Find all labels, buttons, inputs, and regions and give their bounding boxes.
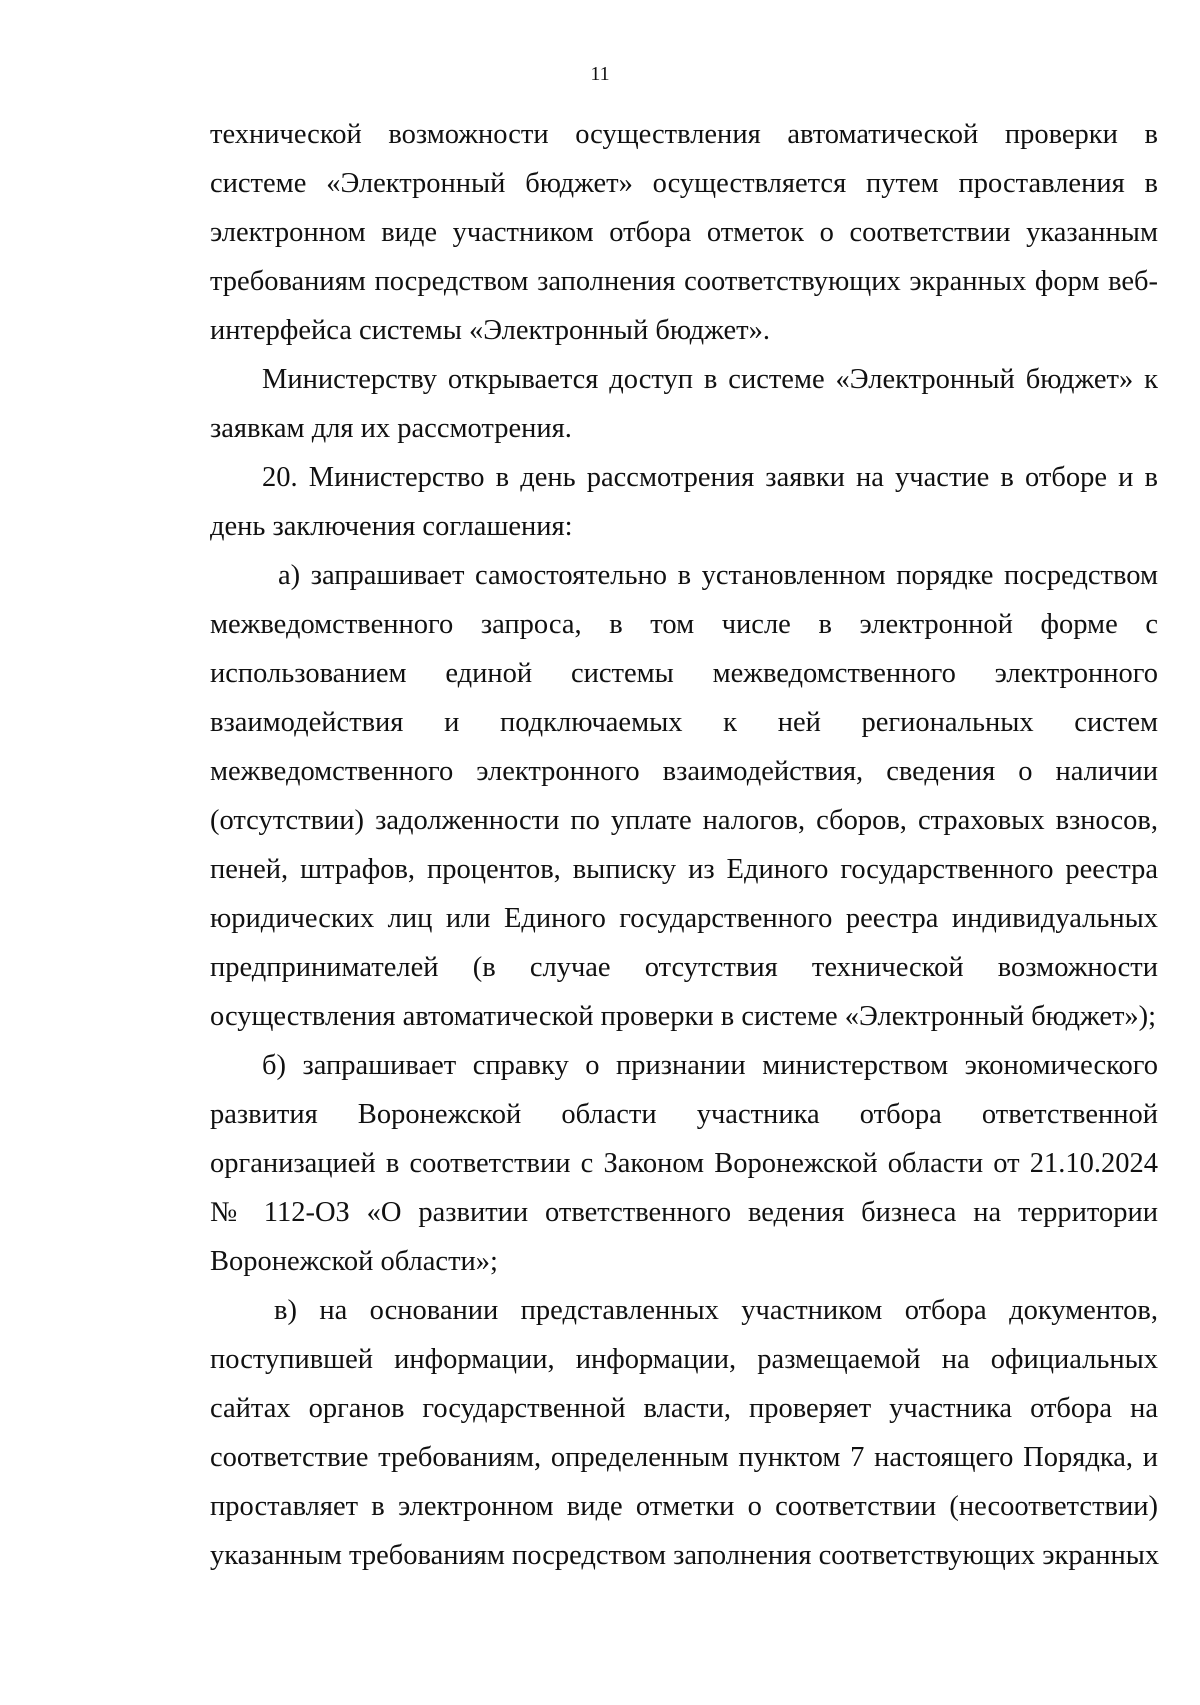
- text-line: требованиям посредством заполнения соответствующих экранных форм веб-: [210, 266, 1158, 297]
- text-line: осуществления автоматической проверки в системе «Электронный бюджет»);: [210, 1001, 1157, 1032]
- text-line: поступившей информации, информации, размещаемой на официальных: [210, 1344, 1158, 1375]
- text-line: проставляет в электронном виде отметки о соответствии (несоответствии): [210, 1491, 1158, 1522]
- paragraph-2: [210, 355, 1158, 453]
- text-line: 20. Министерство в день рассмотрения заявки на участие в отборе и в: [262, 462, 1158, 493]
- text-line: Министерству открывается доступ в системе «Электронный бюджет» к: [262, 364, 1158, 395]
- text-line: электронном виде участником отбора отметок о соответствии указанным: [210, 217, 1158, 248]
- text-line: (отсутствии) задолженности по уплате налогов, сборов, страховых взносов,: [210, 805, 1158, 836]
- paragraph-subitem-b: [210, 1041, 1158, 1286]
- paragraph-1: [210, 110, 1158, 355]
- paragraph-subitem-v: [210, 1286, 1158, 1580]
- text-line: сайтах органов государственной власти, проверяет участника отбора на: [210, 1393, 1158, 1424]
- text-line: заявкам для их рассмотрения.: [210, 413, 572, 444]
- text-line: пеней, штрафов, процентов, выписку из Единого государственного реестра: [210, 854, 1158, 885]
- text-line: а) запрашивает самостоятельно в установленном порядке посредством: [278, 560, 1158, 591]
- text-line: взаимодействия и подключаемых к ней региональных систем: [210, 707, 1158, 738]
- text-line: соответствие требованиям, определенным пунктом 7 настоящего Порядка, и: [210, 1442, 1158, 1473]
- paragraph-subitem-a: [210, 551, 1158, 1041]
- text-line: интерфейса системы «Электронный бюджет».: [210, 315, 770, 346]
- paragraph-item-20: [210, 453, 1158, 551]
- text-line: указанным требованиям посредством заполнения соответствующих экранных: [210, 1540, 1160, 1571]
- text-line: использованием единой системы межведомственного электронного: [210, 658, 1158, 689]
- text-line: день заключения соглашения:: [210, 511, 573, 542]
- page-number: 11: [590, 63, 610, 85]
- text-line: технической возможности осуществления автоматической проверки в: [210, 119, 1158, 150]
- text-line: в) на основании представленных участником отбора документов,: [274, 1295, 1158, 1326]
- text-line: межведомственного запроса, в том числе в электронной форме с: [210, 609, 1158, 640]
- text-line: б) запрашивает справку о признании министерством экономического: [262, 1050, 1158, 1081]
- text-line: Воронежской области»;: [210, 1246, 498, 1277]
- text-line: развития Воронежской области участника отбора ответственной: [210, 1099, 1158, 1130]
- text-line: предпринимателей (в случае отсутствия технической возможности: [210, 952, 1158, 983]
- text-line: юридических лиц или Единого государственного реестра индивидуальных: [210, 903, 1158, 934]
- text-line: межведомственного электронного взаимодействия, сведения о наличии: [210, 756, 1158, 787]
- text-line: организацией в соответствии с Законом Воронежской области от 21.10.2024: [210, 1148, 1158, 1179]
- text-line: системе «Электронный бюджет» осуществляется путем проставления в: [210, 168, 1158, 199]
- text-line: № 112-ОЗ «О развитии ответственного ведения бизнеса на территории: [210, 1197, 1158, 1228]
